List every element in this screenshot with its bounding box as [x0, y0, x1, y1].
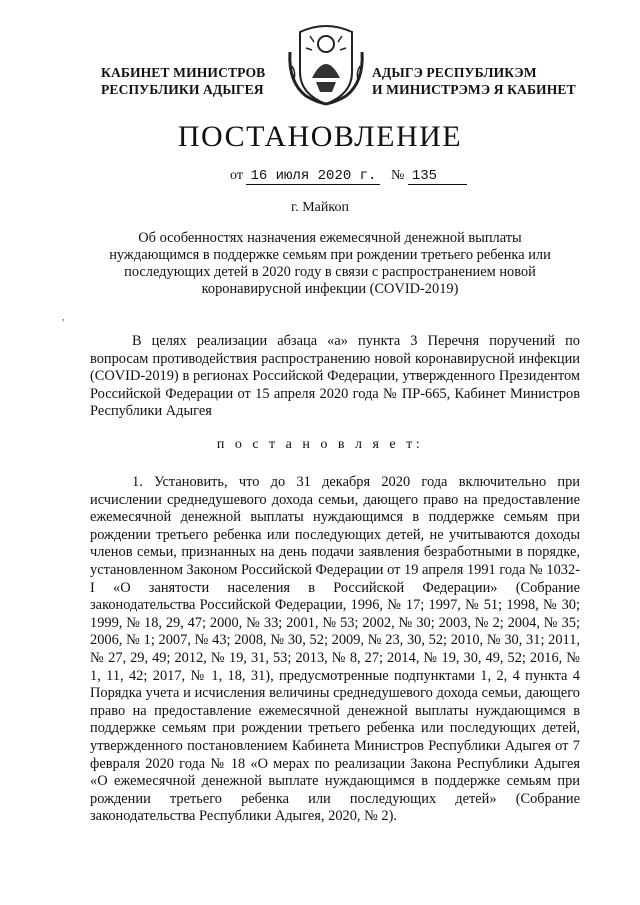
preamble-paragraph: В целях реализации абзаца «а» пункта 3 Перечня поручений по вопросам противодействия распространению новой коронавирусной инфекции (COVID-2019) в регионах Российской Федерации, утвержденного Президентом Российской Федерации от 15 апреля 2020 года № ПР-665, Кабинет Министров Республики Адыгея: [90, 333, 580, 420]
date-line: [230, 168, 467, 185]
document-subject: Об особенностях назначения ежемесячной денежной выплаты нуждающимся в поддержке семьям при рождении третьего ребенка или последующих детей в 2020 году в связи с распространением новой коронавирусной инфекции (COVID-2019): [109, 230, 551, 297]
issuer-line-1: КАБИНЕТ МИНИСТРОВ: [101, 65, 266, 80]
number-prefix: №: [390, 168, 405, 183]
issuer-name-adyghe: [372, 64, 576, 98]
issuer-line-1: АДЫГЭ РЕСПУБЛИКЭМ: [372, 65, 537, 80]
margin-mark: ,: [62, 312, 65, 323]
date-prefix: от: [230, 168, 243, 183]
date-value: 16 июля 2020 г.: [246, 168, 380, 185]
issuer-line-2: РЕСПУБЛИКИ АДЫГЕЯ: [101, 82, 264, 97]
document-number: 135: [408, 168, 467, 185]
clause-1-paragraph: 1. Установить, что до 31 декабря 2020 года включительно при исчислении среднедушевого дохода семьи, дающего право на предоставление ежемесячной денежной выплаты нуждающимся в поддержке семьям при рождении третьего ребенка или последующих детей, не учитываются доходы членов семьи, признанных на день подачи заявления безработными в порядке, установленном Законом Российской Федерации от 19 апреля 1991 года № 1032-I «О занятости населения в Российской Федерации» (Собрание законодательства Российской Федерации, 1996, № 17; 1997, № 51; 1998, № 30; 1999, № 18, 29, 47; 2000, № 33; 2001, № 53; 2002, № 30; 2003, № 2; 2004, № 35; 2006, № 1; 2007, № 43; 2008, № 30, 52; 2009, № 23, 30, 52; 2010, № 30, 31; 2011, № 27, 29, 49; 2012, № 19, 31, 53; 2013, № 8, 27; 2014, № 19, 30, 49, 52; 2016, № 1, 11, 42; 2017, № 1, 18, 31), предусмотренные подпунктами 1, 2, 4 пункта 4 Порядка учета и исчисления величины среднедушевого дохода семьи, дающего право на предоставление ежемесячной денежной выплаты нуждающимся в поддержке семьям при рождении третьего ребенка или последующих детей, утвержденного постановлением Кабинета Министров Республики Адыгея от 7 февраля 2020 года № 18 «О мерах по реализации Закона Республики Адыгея «О ежемесячной денежной выплате нуждающимся в поддержке семьям при рождении третьего ребенка или последующих детей» (Собрание законодательства Республики Адыгея, 2020, № 2).: [90, 474, 580, 825]
document-title: ПОСТАНОВЛЕНИЕ: [177, 120, 463, 153]
decree-word: п о с т а н о в л я е т:: [216, 437, 424, 452]
issuer-line-2: И МИНИСТРЭМЭ Я КАБИНЕТ: [372, 82, 576, 97]
issuer-name-russian: [101, 64, 265, 98]
coat-of-arms-icon: [286, 22, 366, 106]
city: г. Майкоп: [291, 200, 349, 215]
